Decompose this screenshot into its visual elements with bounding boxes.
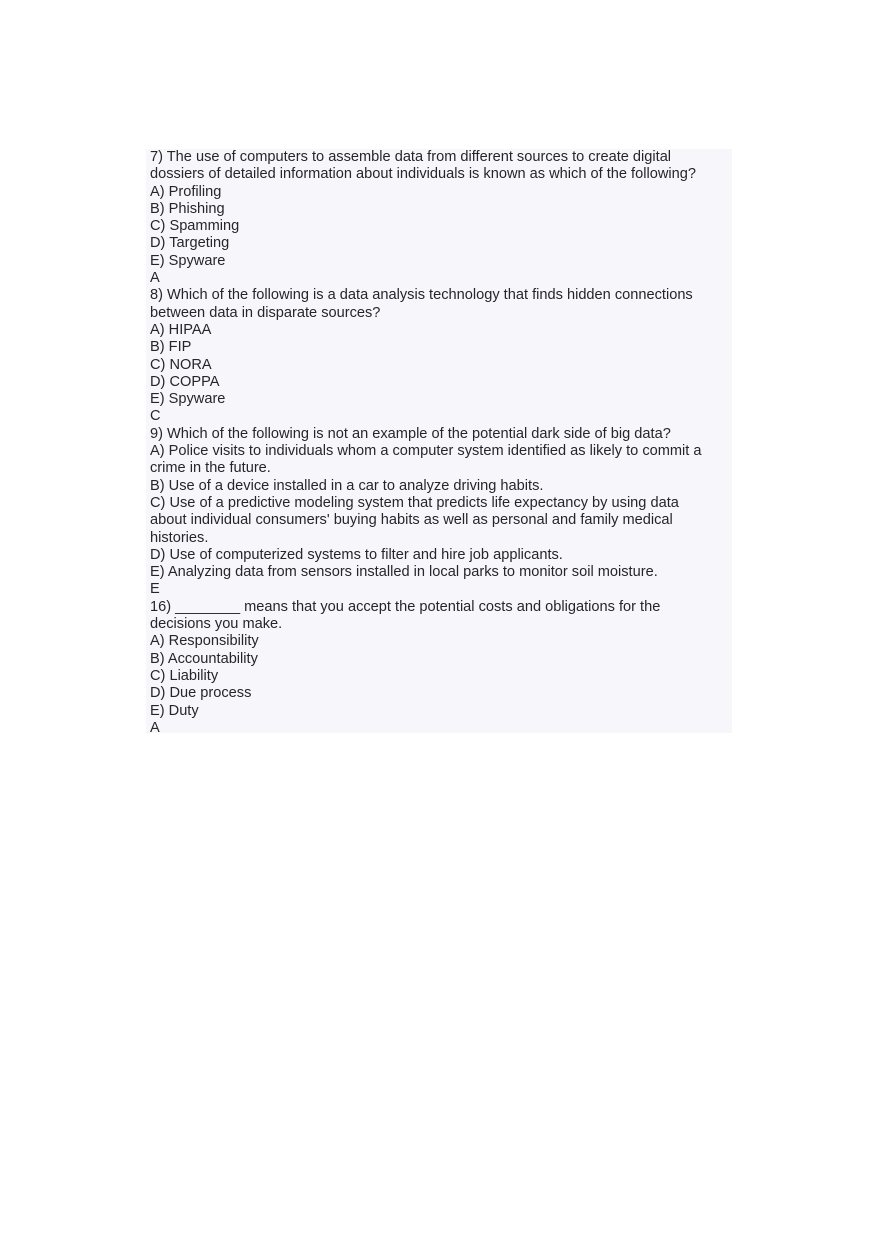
answer-option: C) Use of a predictive modeling system that predicts life expectancy by using data xyxy=(150,494,679,511)
answer-option: B) Accountability xyxy=(150,650,258,667)
answer-option: D) COPPA xyxy=(150,373,220,390)
answer-option: C) Spamming xyxy=(150,218,240,235)
correct-answer: A xyxy=(150,270,160,287)
answer-option: D) Use of computerized systems to filter and hire job applicants. xyxy=(150,546,563,563)
answer-option: E) Spyware xyxy=(150,391,226,408)
answer-option: A) Police visits to individuals whom a computer system identified as likely to commit a xyxy=(150,443,702,460)
answer-option: E) Duty xyxy=(150,702,199,719)
answer-option-continued: about individual consumers' buying habits as well as personal and family medical xyxy=(150,512,673,529)
answer-option: B) FIP xyxy=(150,339,192,356)
answer-option: A) Profiling xyxy=(150,183,222,200)
question-9 xyxy=(150,426,732,599)
question-stem-line: 9) Which of the following is not an example of the potential dark side of big data? xyxy=(150,425,671,442)
question-stem-line: 16) ________ means that you accept the potential costs and obligations for the xyxy=(150,598,661,615)
answer-option: A) Responsibility xyxy=(150,633,259,650)
answer-option: E) Analyzing data from sensors installed in local parks to monitor soil moisture. xyxy=(150,564,658,581)
answer-option: D) Targeting xyxy=(150,235,230,252)
answer-option-continued: crime in the future. xyxy=(150,460,271,477)
answer-option: B) Use of a device installed in a car to analyze driving habits. xyxy=(150,477,544,494)
question-stem-line: 8) Which of the following is a data analysis technology that finds hidden connections xyxy=(150,287,693,304)
answer-option: A) HIPAA xyxy=(150,321,212,338)
answer-option-continued: histories. xyxy=(150,529,209,546)
question-stem-line: dossiers of detailed information about individuals is known as which of the following? xyxy=(150,166,696,183)
question-stem-line: 7) The use of computers to assemble data from different sources to create digital xyxy=(150,149,672,165)
question-7 xyxy=(150,149,732,287)
correct-answer: E xyxy=(150,581,160,598)
answer-option: C) NORA xyxy=(150,356,212,373)
question-stem-line: between data in disparate sources? xyxy=(150,304,381,321)
correct-answer: A xyxy=(150,719,160,736)
correct-answer: C xyxy=(150,408,161,425)
question-stem-line: decisions you make. xyxy=(150,616,283,633)
answer-option: C) Liability xyxy=(150,667,219,684)
question-16 xyxy=(150,599,732,737)
answer-option: B) Phishing xyxy=(150,200,225,217)
question-8 xyxy=(150,287,732,425)
question-answer-block xyxy=(146,149,732,736)
answer-option: D) Due process xyxy=(150,685,252,702)
answer-option: E) Spyware xyxy=(150,252,226,269)
